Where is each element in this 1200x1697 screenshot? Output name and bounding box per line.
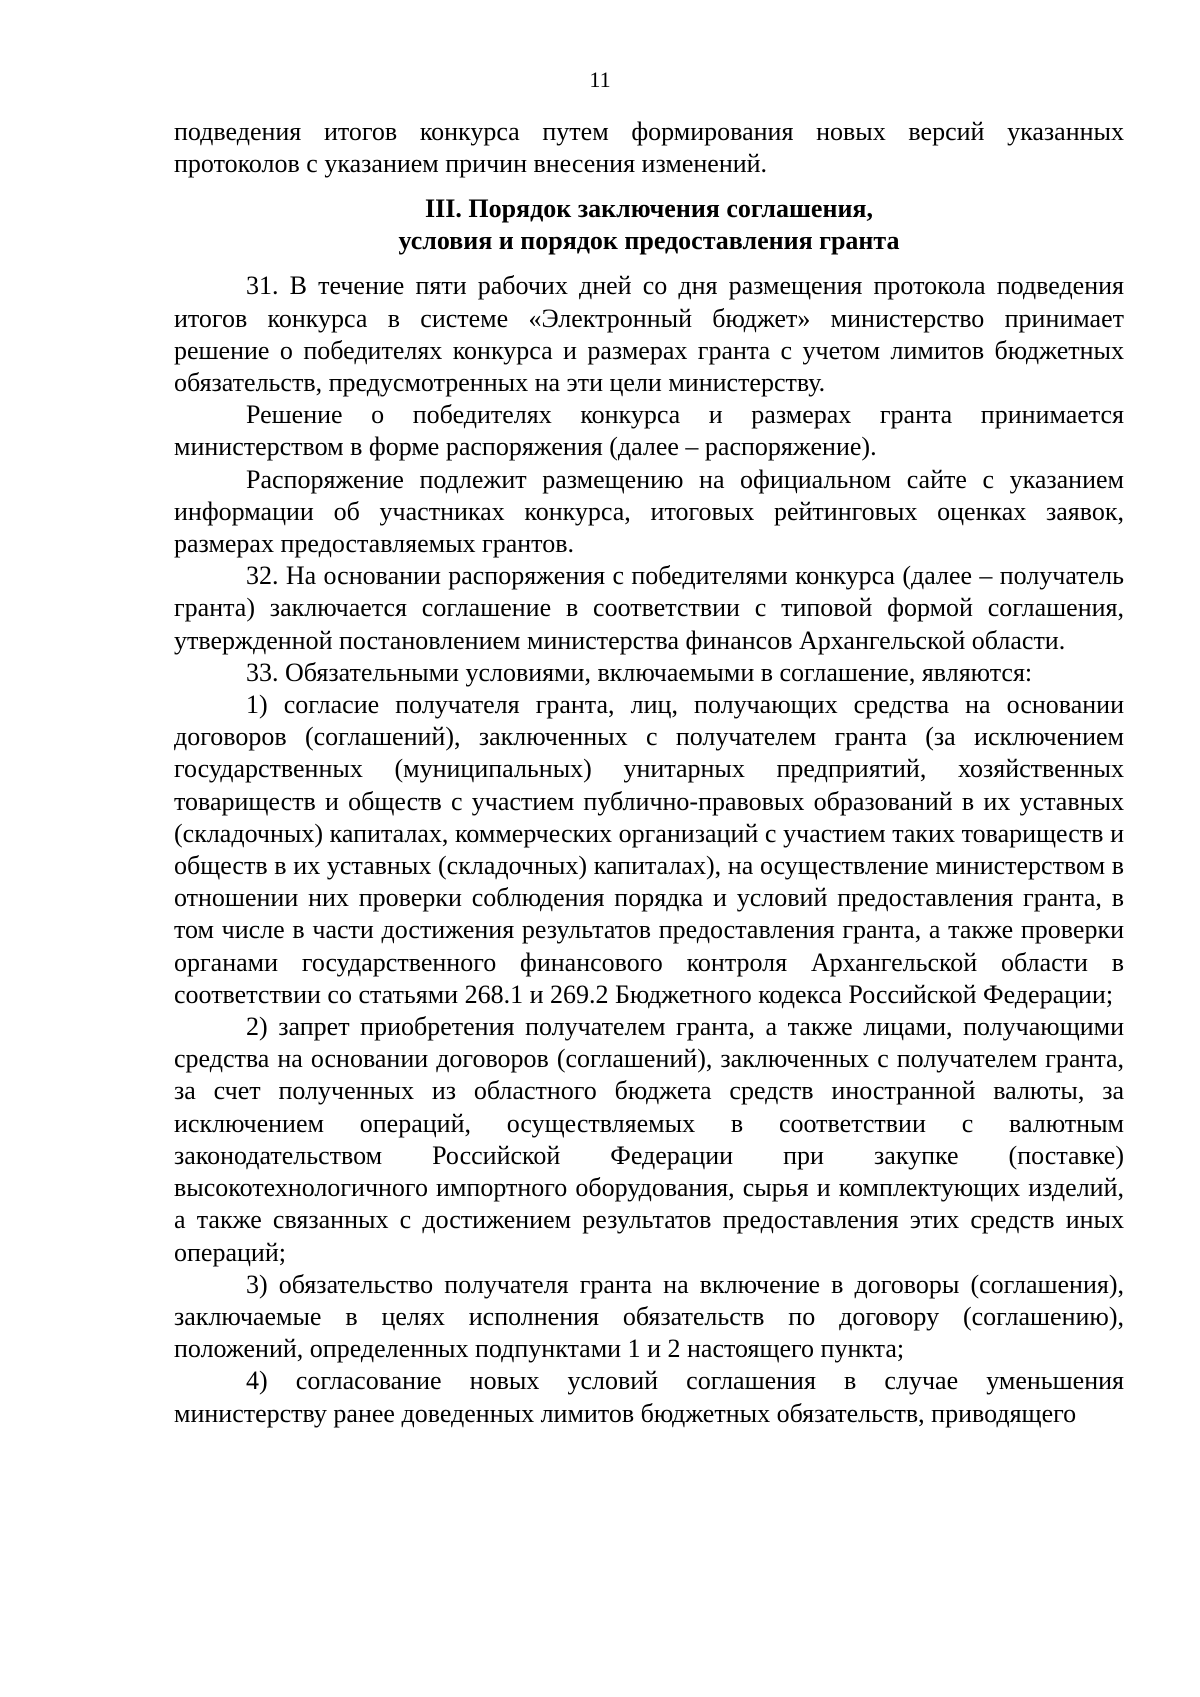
document-body bbox=[174, 116, 1124, 1430]
list-item-1: 1) согласие получателя гранта, лиц, получающих средства на основании договоров (соглашений), заключенных с получателем гранта (за исключением государственных (муниципальных) унитарных предприятий, хозяйственных товариществ и обществ с участием публично-правовых образований в их уставных (складочных) капиталах, коммерческих организаций с участием таких товариществ и обществ в их уставных (складочных) капиталах), на осуществление министерством в отношении них проверки соблюдения порядка и условий предоставления гранта, в том числе в части достижения результатов предоставления гранта, а также проверки органами государственного финансового контроля Архангельской области в соответствии со статьями 268.1 и 269.2 Бюджетного кодекса Российской Федерации; bbox=[174, 690, 1124, 1009]
paragraph-32: 32. На основании распоряжения с победителями конкурса (далее – получатель гранта) заключается соглашение в соответствии с типовой формой соглашения, утвержденной постановлением министерства финансов Архангельской области. bbox=[174, 561, 1124, 655]
paragraph-33: 33. Обязательными условиями, включаемыми в соглашение, являются: bbox=[246, 657, 1033, 687]
page-number: 11 bbox=[589, 67, 611, 92]
list-item-3: 3) обязательство получателя гранта на включение в договоры (соглашения), заключаемые в целях исполнения обязательств по договору (соглашению), положений, определенных подпунктами 1 и 2 настоящего пункта; bbox=[174, 1269, 1124, 1364]
list-item-2: 2) запрет приобретения получателем гранта, а также лицами, получающими средства на основании договоров (соглашений), заключенных с получателем гранта, за счет полученных из областного бюджета средств иностранной валюты, за исключением операций, осуществляемых в соответствии с валютным законодательством Российской Федерации при закупке (поставке) высокотехнологичного импортного оборудования, сырья и комплектующих изделий, а также связанных с достижением результатов предоставления этих средств иных операций; bbox=[174, 1012, 1124, 1267]
intro-paragraph: подведения итогов конкурса путем формирования новых версий указанных протоколов с указанием причин внесения изменений. bbox=[174, 117, 1124, 179]
section-heading-line-2: условия и порядок предоставления гранта bbox=[398, 226, 900, 256]
list-item-4: 4) согласование новых условий соглашения в случае уменьшения министерству ранее доведенных лимитов бюджетных обязательств, приводящего bbox=[174, 1366, 1124, 1428]
section-heading-line-1: III. Порядок заключения соглашения, bbox=[425, 194, 873, 224]
paragraph-publication: Распоряжение подлежит размещению на официальном сайте с указанием информации об участниках конкурса, итоговых рейтинговых оценках заявок, размерах предоставляемых грантов. bbox=[174, 464, 1124, 559]
paragraph-31: 31. В течение пяти рабочих дней со дня размещения протокола подведения итогов конкурса в системе «Электронный бюджет» министерство принимает решение о победителях конкурса и размерах гранта с учетом лимитов бюджетных обязательств, предусмотренных на эти цели министерству. bbox=[174, 271, 1124, 398]
section-heading bbox=[174, 193, 1124, 257]
paragraph-decision: Решение о победителях конкурса и размерах гранта принимается министерством в форме распоряжения (далее – распоряжение). bbox=[174, 400, 1124, 462]
